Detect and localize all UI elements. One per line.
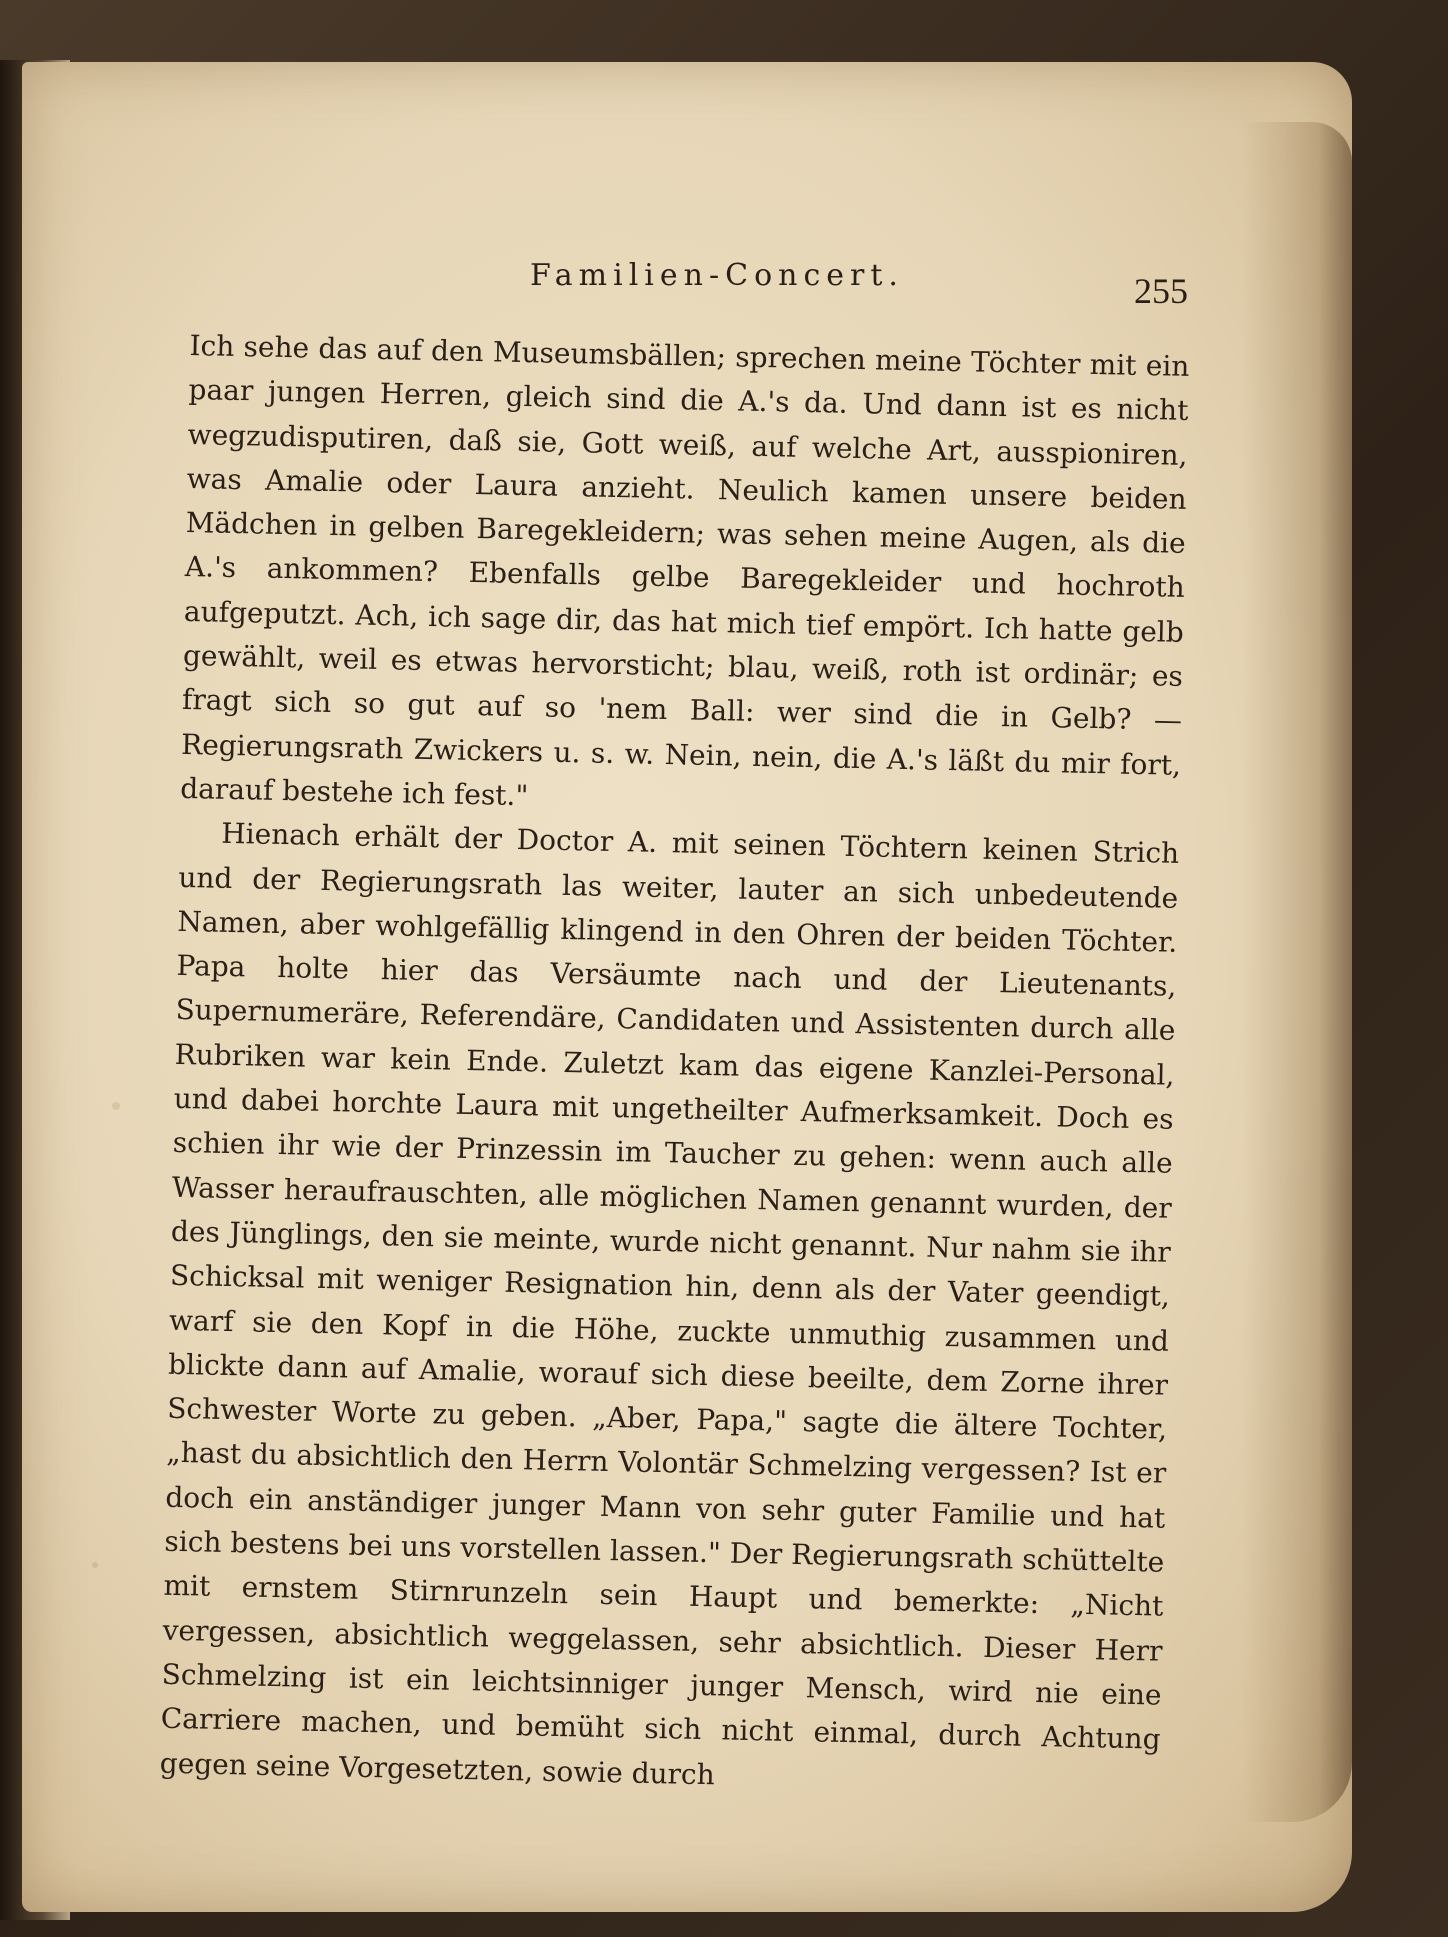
paragraph: Ich sehe das auf den Museumsbällen; sprechen meine Töchter mit ein paar jungen Herren, gleich sind die A.'s da. Und dann ist es nicht wegzudisputiren, daß sie, Gott weiß, auf welche Art, ausspioniren, was Amalie oder Laura anzieht. Neulich kamen unsere beiden Mädchen in gelben Baregekleidern; was sehen meine Augen, als die A.'s ankommen? Ebenfalls gelbe Baregekleider und hochroth aufgeputzt. Ach, ich sage dir, das hat mich tief empört. Ich hatte gelb gewählt, weil es etwas hervorsticht; blau, weiß, roth ist ordinär; es fragt sich so gut auf so 'nem Ball: wer sind die in Gelb? — Regierungsrath Zwickers u. s. w. Nein, nein, die A.'s läßt du mir fort, darauf bestehe ich fest." [179, 328, 1190, 813]
foxing-spot [112, 1102, 120, 1110]
running-title: Familien-Concert. [530, 258, 904, 293]
page-number: 255 [1134, 271, 1188, 311]
body-text [159, 324, 1189, 1806]
foxing-spot [92, 1562, 98, 1568]
book-page [22, 62, 1352, 1912]
page-edge-shading [1242, 122, 1352, 1822]
page-header [22, 258, 1352, 318]
paragraph: Hienach erhält der Doctor A. mit seinen Töchtern keinen Strich und der Regierungsrath las weiter, lauter an sich unbedeutende Namen, aber wohlgefällig klingend in den Ohren der beiden Töchter. Papa holte hier das Versäumte nach und der Lieutenants, Supernumeräre, Referendäre, Candidaten und Assistenten durch alle Rubriken war kein Ende. Zuletzt kam das eigene Kanzlei-Personal, und dabei horchte Laura mit ungetheilter Aufmerksamkeit. Doch es schien ihr wie der Prinzessin im Taucher zu gehen: wenn auch alle Wasser heraufrauschten, alle möglichen Namen genannt wurden, der des Jünglings, den sie meinte, wurde nicht genannt. Nur nahm sie ihr Schicksal mit weniger Resignation hin, denn als der Vater geendigt, warf sie den Kopf in die Höhe, zuckte unmuthig zusammen und blickte dann auf Amalie, worauf sich diese beeilte, dem Zorne ihrer Schwester Worte zu geben. „Aber, Papa," sagte die ältere Tochter, „hast du absichtlich den Herrn Volontär Schmelzing vergessen? Ist er doch ein anständiger junger Mann von sehr guter Familie und hat sich bestens bei uns vorstellen lassen." Der Regierungsrath schüttelte mit ernstem Stirnrunzeln sein Haupt und bemerkte: „Nicht vergessen, absichtlich weggelassen, sehr absichtlich. Dieser Herr Schmelzing ist ein leichtsinniger junger Mensch, wird nie eine Carriere machen, und bemüht sich nicht einmal, durch Achtung gegen seine Vorgesetzten, sowie durch [159, 817, 1180, 1791]
